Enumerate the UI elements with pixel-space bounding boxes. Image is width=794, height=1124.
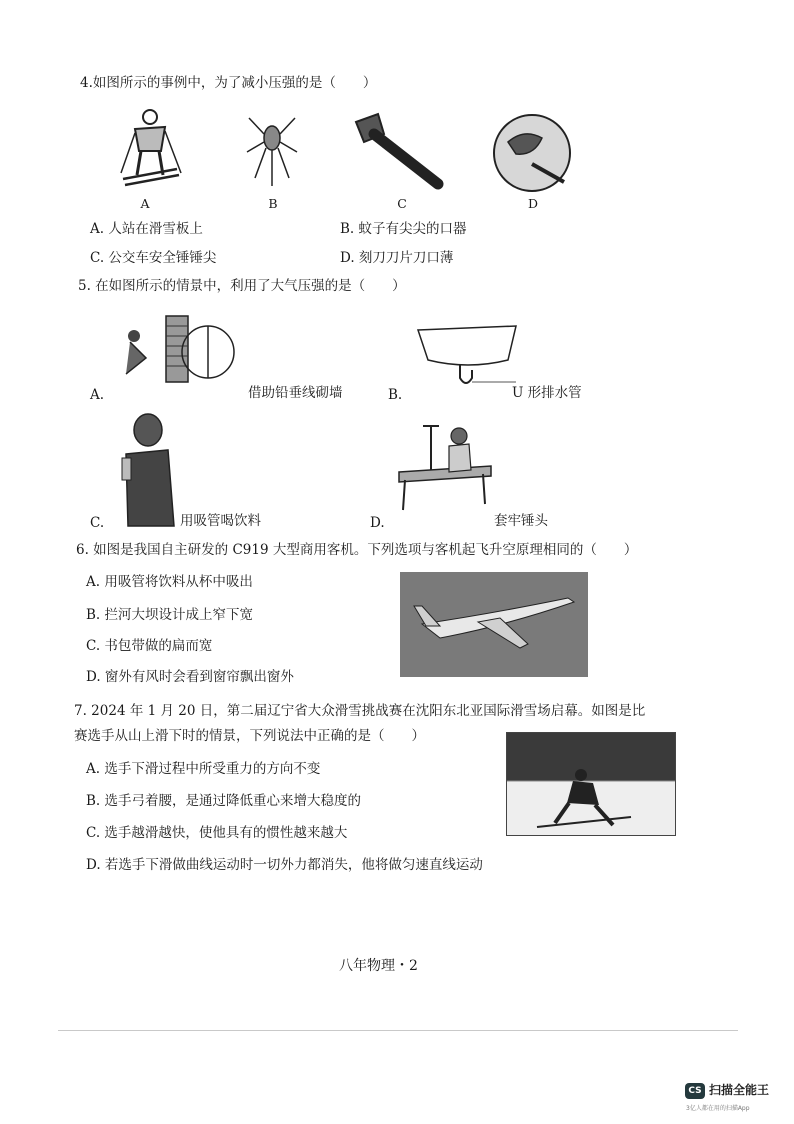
q4-stem: 4.如图所示的事例中，为了减小压强的是（ ） — [80, 75, 377, 91]
q5-option-a-letter: A. — [90, 387, 105, 403]
q7-option-a: A. 选手下滑过程中所受重力的方向不变 — [86, 761, 321, 777]
skier-figure — [115, 103, 185, 188]
q4-figure-label-d: D — [527, 196, 539, 211]
q7-option-c: C. 选手越滑越快，使他具有的惯性越来越大 — [86, 825, 348, 841]
q6-option-c: C. 书包带做的扁而宽 — [86, 638, 213, 654]
q4-figure-label-a: A — [140, 196, 150, 211]
q7-option-d: D. 若选手下滑做曲线运动时一切外力都消失，他将做匀速直线运动 — [86, 857, 483, 873]
boy-drinking-figure — [112, 410, 178, 528]
q4-figure-label-c: C — [397, 196, 407, 211]
mosquito-figure — [245, 108, 300, 190]
q5-option-b-text: U 形排水管 — [512, 385, 582, 401]
plumb-line-wall-figure — [120, 312, 240, 384]
q4-option-a: A. 人站在滑雪板上 — [90, 221, 203, 237]
q5-option-c-letter: C. — [90, 515, 105, 531]
scanner-logo-icon: CS — [685, 1083, 705, 1099]
q5-option-d-text: 套牢锤头 — [494, 513, 548, 529]
q4-figure-label-b: B — [268, 196, 278, 211]
q7-stem-line2: 赛选手从山上滑下时的情景，下列说法中正确的是（ ） — [74, 728, 425, 744]
q5-option-b-letter: B. — [388, 387, 403, 403]
q6-option-d: D. 窗外有风时会看到窗帘飘出窗外 — [86, 669, 294, 685]
skier-race-photo — [506, 732, 676, 836]
q6-option-b: B. 拦河大坝设计成上窄下宽 — [86, 607, 254, 623]
q6-stem: 6. 如图是我国自主研发的 C919 大型商用客机。下列选项与客机起飞升空原理相同的（ ） — [76, 542, 638, 558]
q5-option-c-text: 用吸管喝饮料 — [180, 513, 261, 529]
q6-option-a: A. 用吸管将饮料从杯中吸出 — [86, 574, 253, 590]
q7-stem-line1: 7. 2024 年 1 月 20 日，第二届辽宁省大众滑雪挑战赛在沈阳东北亚国际滑雪场启幕。如图是比 — [74, 703, 646, 719]
bottom-divider — [58, 1030, 738, 1031]
q7-option-b: B. 选手弓着腰，是通过降低重心来增大稳度的 — [86, 793, 362, 809]
hammer-bench-figure — [395, 420, 495, 515]
carving-knife-figure — [488, 112, 576, 194]
u-drain-pipe-figure — [412, 316, 522, 391]
q5-option-a-text: 借助铅垂线砌墙 — [248, 385, 343, 401]
page-footer: 八年物理・2 — [339, 958, 418, 974]
q4-option-d: D. 刻刀刀片刀口薄 — [340, 250, 454, 266]
scanner-tagline: 3亿人都在用的扫描App — [686, 1105, 750, 1112]
c919-airliner-photo — [400, 572, 588, 677]
safety-hammer-figure — [350, 112, 450, 192]
q4-option-c: C. 公交车安全锤锤尖 — [90, 250, 217, 266]
q5-option-d-letter: D. — [370, 515, 385, 531]
q4-option-b: B. 蚊子有尖尖的口器 — [340, 221, 467, 237]
scanner-app-name: 扫描全能王 — [709, 1083, 770, 1097]
q5-stem: 5. 在如图所示的情景中，利用了大气压强的是（ ） — [78, 278, 406, 294]
